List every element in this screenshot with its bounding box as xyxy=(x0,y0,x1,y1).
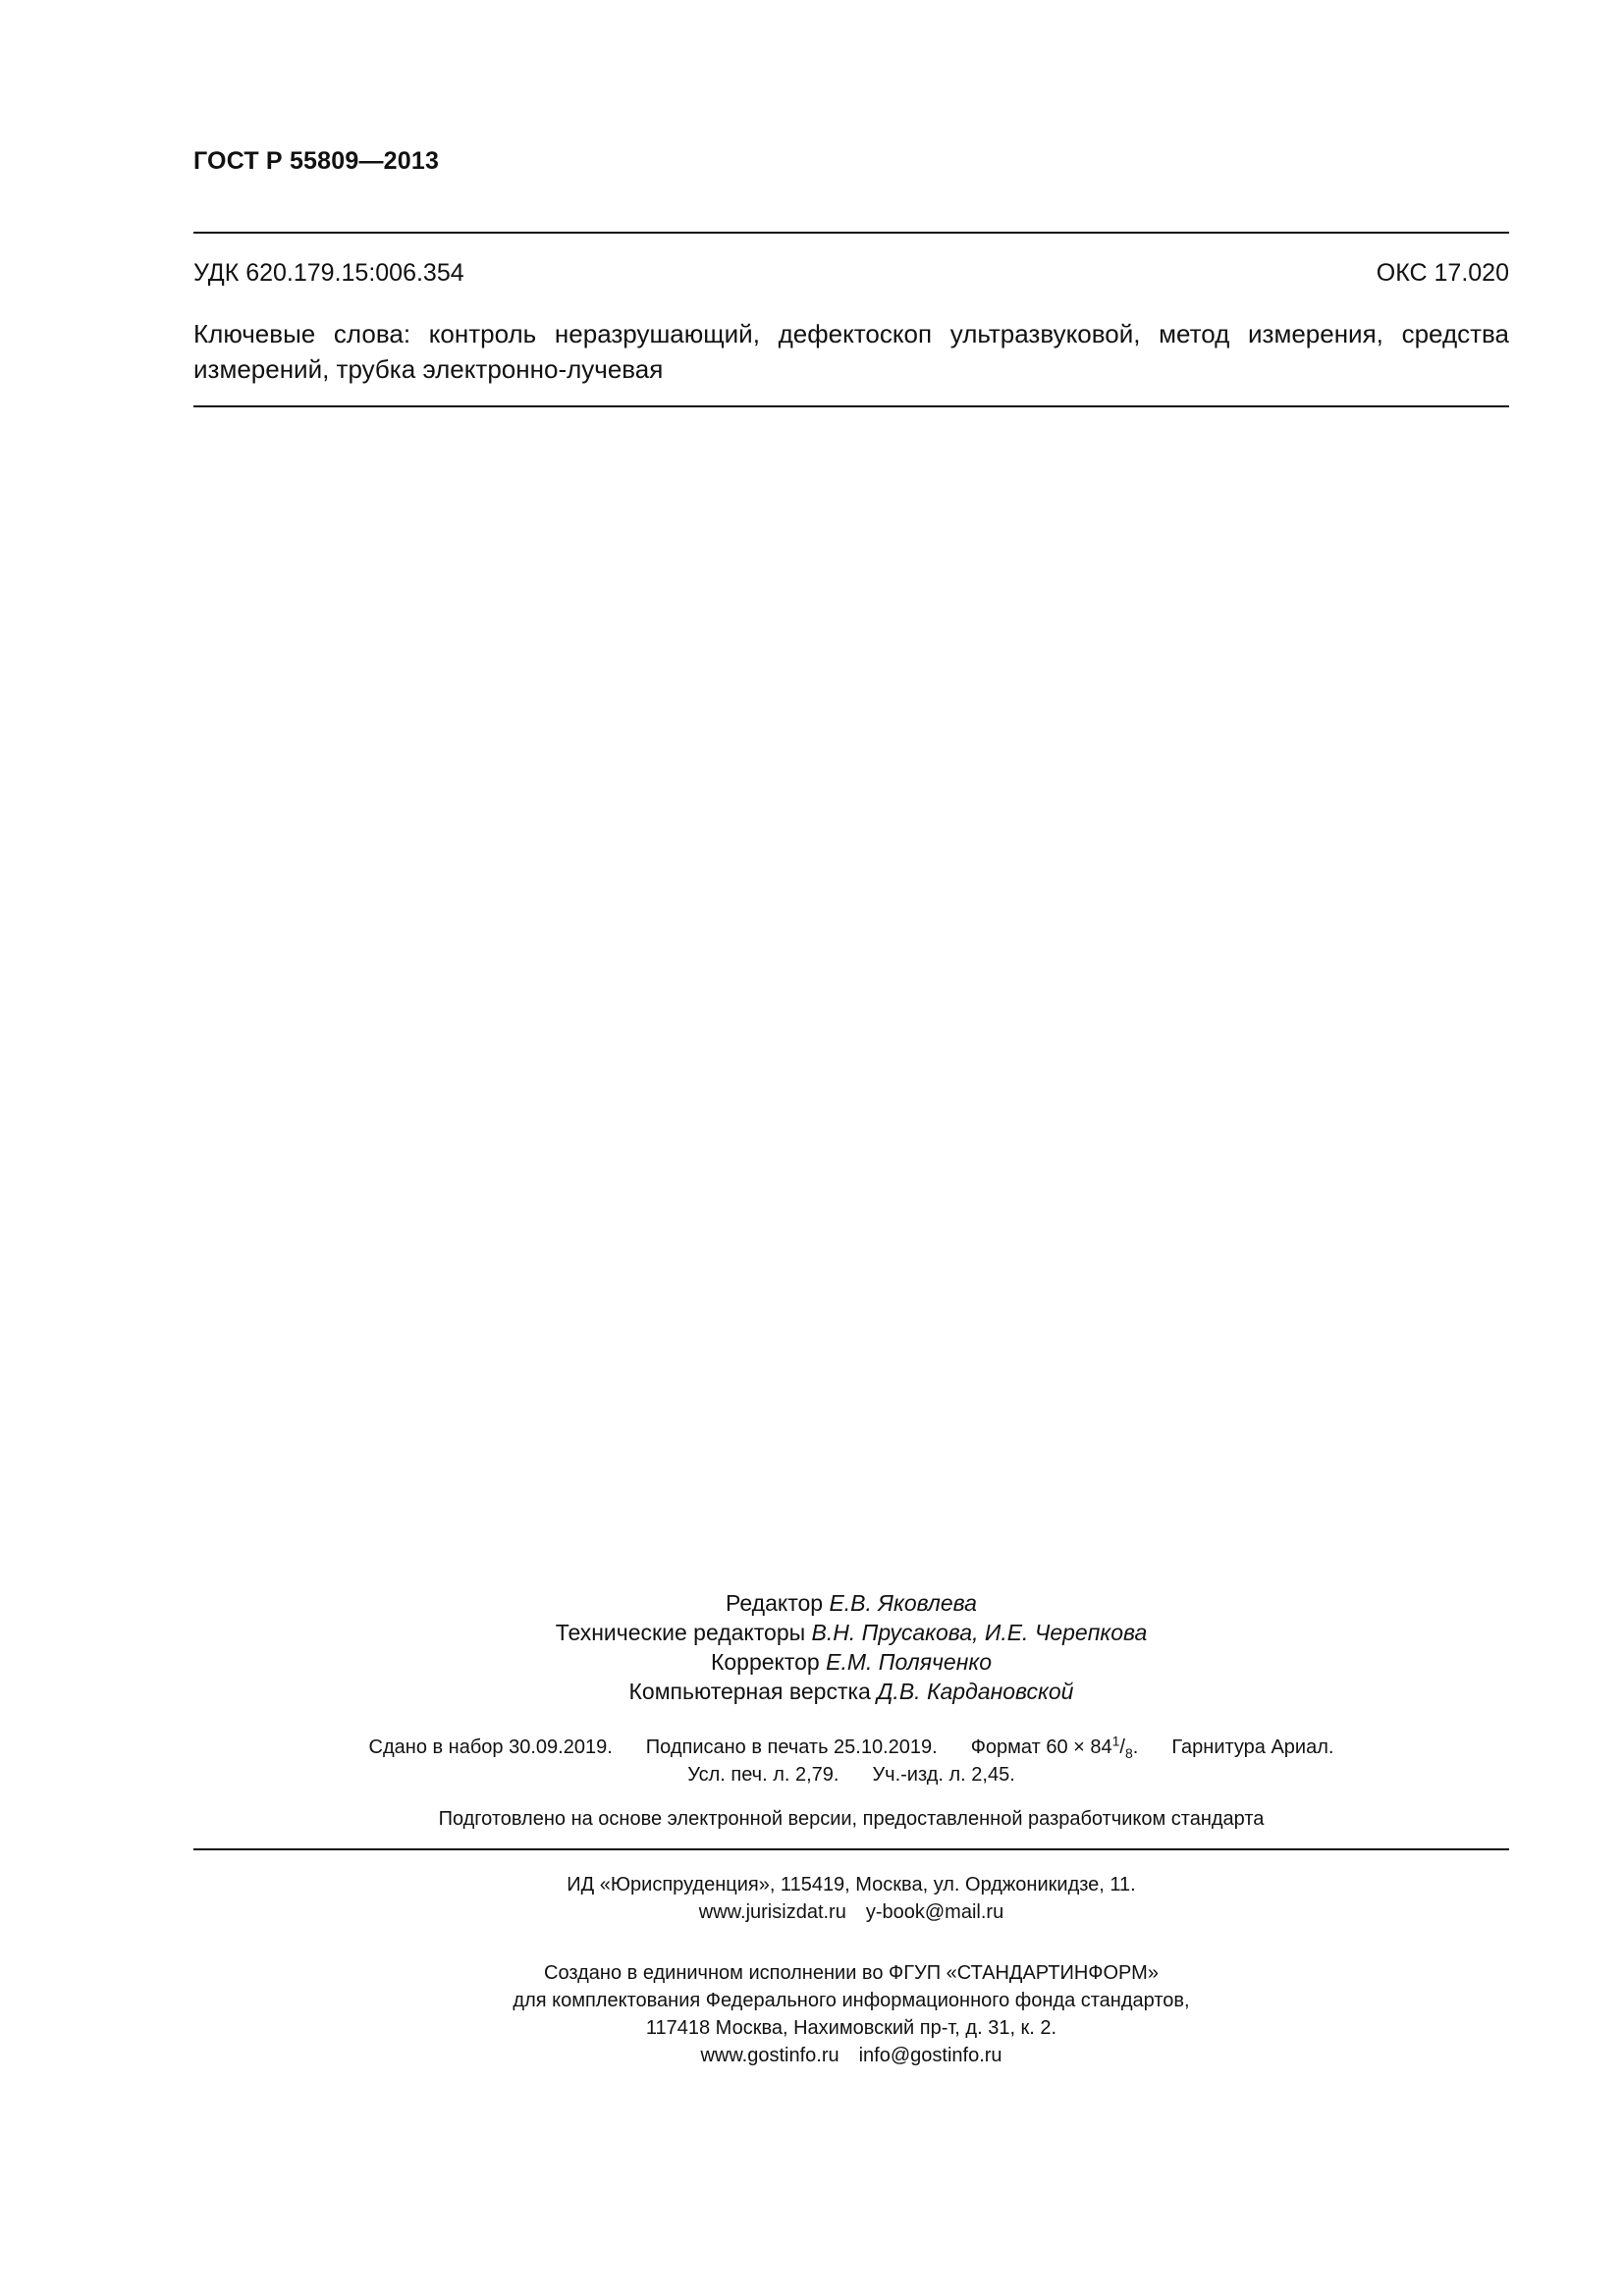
format-numerator: 1 xyxy=(1111,1733,1120,1749)
imprint-divider xyxy=(193,1848,1509,1850)
publisher-site-link[interactable]: www.jurisizdat.ru xyxy=(698,1901,846,1923)
layout-line xyxy=(193,1677,1509,1706)
editor-name: Е.В. Яковлева xyxy=(829,1590,977,1616)
document-code: ГОСТ Р 55809—2013 xyxy=(193,147,440,175)
credits-block xyxy=(193,1588,1509,1706)
top-divider xyxy=(193,232,1509,234)
editor-line xyxy=(193,1588,1509,1618)
typeface: Гарнитура Ариал. xyxy=(1171,1736,1334,1758)
oks-code: ОКС 17.020 xyxy=(1376,259,1509,287)
print-sheets: Усл. печ. л. 2,79. xyxy=(687,1764,839,1786)
format-end: . xyxy=(1132,1736,1139,1758)
corrector-name: Е.М. Поляченко xyxy=(826,1649,993,1675)
submitted-date: Сдано в набор 30.09.2019. xyxy=(368,1736,613,1758)
imprint-block xyxy=(193,1871,1509,1926)
tech-editors-label: Технические редакторы xyxy=(555,1620,806,1645)
format-denominator: 8 xyxy=(1124,1745,1133,1761)
created-line-3: 117418 Москва, Нахимовский пр-т, д. 31, к. 2. xyxy=(645,2017,1057,2039)
publication-line-1 xyxy=(193,1734,1509,1761)
tech-editors-names: В.Н. Прусакова, И.Е. Черепкова xyxy=(811,1620,1148,1645)
layout-label: Компьютерная верстка xyxy=(628,1679,871,1704)
layout-name: Д.В. Кардановской xyxy=(877,1679,1074,1704)
tech-editors-line xyxy=(193,1618,1509,1647)
gostinfo-site-link[interactable]: www.gostinfo.ru xyxy=(700,2045,839,2066)
publisher-email-link[interactable]: y-book@mail.ru xyxy=(865,1901,1004,1923)
udk-code: УДК 620.179.15:006.354 xyxy=(193,259,464,287)
corrector-line xyxy=(193,1647,1509,1677)
publisher-address: ИД «Юриспруденция», 115419, Москва, ул. Орджоникидзе, 11. xyxy=(567,1874,1136,1896)
created-contacts xyxy=(193,2042,1509,2069)
keywords-text: Ключевые слова: контроль неразрушающий, дефектоскоп ультразвуковой, метод измерения, средства измерений, трубка электронно-лучевая xyxy=(193,319,1509,384)
publication-info xyxy=(193,1734,1509,1789)
created-block xyxy=(193,1959,1509,2069)
editor-label: Редактор xyxy=(726,1590,824,1616)
gostinfo-email-link[interactable]: info@gostinfo.ru xyxy=(858,2045,1002,2066)
publishing-sheets: Уч.-изд. л. 2,45. xyxy=(872,1764,1015,1786)
publication-line-2 xyxy=(193,1761,1509,1789)
paper-format xyxy=(970,1733,1139,1761)
corrector-label: Корректор xyxy=(710,1649,820,1675)
prepared-note: Подготовлено на основе электронной версии, предоставленной разработчиком стандарта xyxy=(438,1808,1265,1830)
created-line-1: Создано в единичном исполнении во ФГУП «СТАНДАРТИНФОРМ» xyxy=(544,1962,1159,1984)
signed-date: Подписано в печать 25.10.2019. xyxy=(645,1736,938,1758)
created-line-2: для комплектования Федерального информационного фонда стандартов, xyxy=(513,1990,1190,2011)
format-prefix: Формат 60 × 84 xyxy=(970,1736,1112,1758)
publisher-contacts xyxy=(193,1898,1509,1926)
format-slash: / xyxy=(1119,1736,1125,1758)
keywords-divider xyxy=(193,405,1509,407)
